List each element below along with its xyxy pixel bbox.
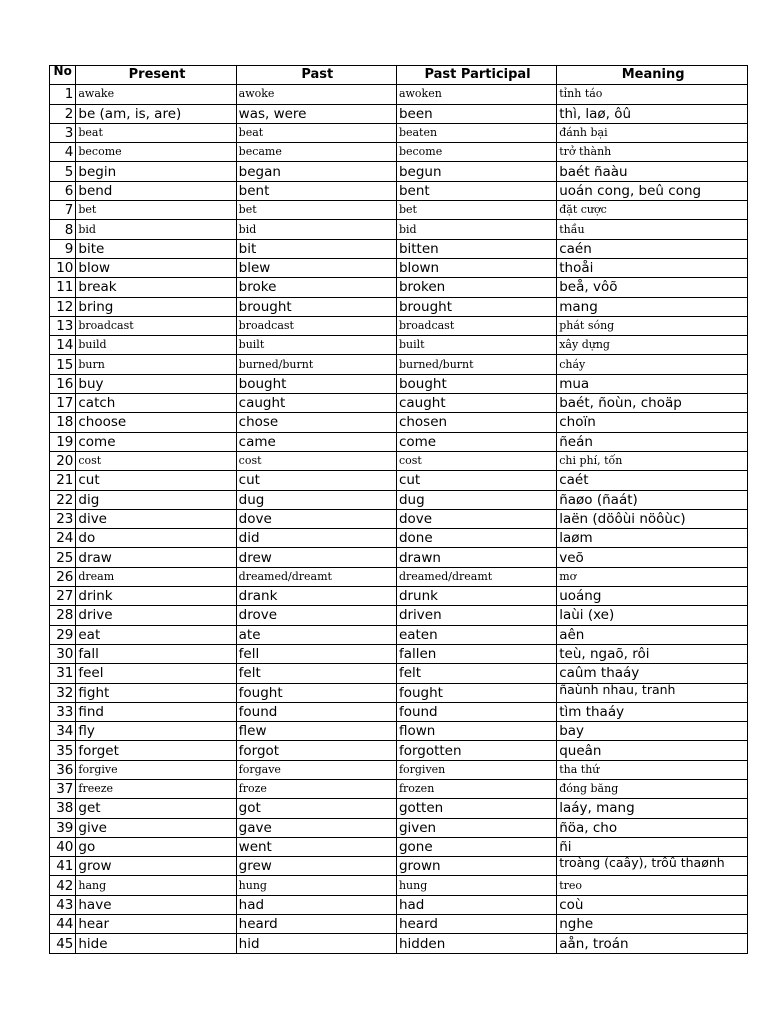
row-number-cell: 2 [50,104,76,123]
past-participle-form-cell: come [396,432,556,451]
meaning-cell: troàng (caây), trôû thaønh [557,857,748,876]
table-row [50,664,748,683]
row-number-cell: 3 [50,123,76,142]
table-row [50,220,748,239]
meaning-cell: choïn [557,413,748,432]
past-form-cell: broke [236,278,396,297]
present-form-cell: burn [76,355,236,374]
past-participle-form-cell: caught [396,394,556,413]
past-form-cell: bent [236,181,396,200]
row-number-cell: 8 [50,220,76,239]
past-participle-form-cell: gone [396,837,556,856]
meaning-cell: thì, laø, ôû [557,104,748,123]
table-row [50,876,748,895]
past-participle-form-cell: had [396,895,556,914]
past-participle-form-cell: forgotten [396,741,556,760]
meaning-cell: uoán cong, beû cong [557,181,748,200]
past-form-cell: gave [236,818,396,837]
table-row [50,374,748,393]
meaning-cell: beå, vôõ [557,278,748,297]
past-participle-form-cell: grown [396,857,556,876]
present-form-cell: feel [76,664,236,683]
past-participle-form-cell: felt [396,664,556,683]
past-participle-form-cell: cost [396,451,556,470]
present-form-cell: fall [76,644,236,663]
table-row [50,394,748,413]
present-form-cell: hide [76,934,236,953]
table-row [50,799,748,818]
past-form-cell: had [236,895,396,914]
present-form-cell: have [76,895,236,914]
past-form-cell: was, were [236,104,396,123]
past-participle-form-cell: frozen [396,779,556,798]
past-form-cell: went [236,837,396,856]
row-number-cell: 14 [50,336,76,355]
row-number-cell: 10 [50,258,76,277]
present-form-cell: bet [76,201,236,220]
table-row [50,239,748,258]
past-form-cell: felt [236,664,396,683]
row-number-cell: 12 [50,297,76,316]
row-number-cell: 9 [50,239,76,258]
meaning-cell: ñeán [557,432,748,451]
past-participle-form-cell: beaten [396,123,556,142]
meaning-cell: đặt cược [557,201,748,220]
meaning-cell: laáy, mang [557,799,748,818]
meaning-cell: teù, ngaõ, rôi [557,644,748,663]
row-number-cell: 34 [50,722,76,741]
past-form-cell: bit [236,239,396,258]
table-row [50,606,748,625]
present-form-cell: grow [76,857,236,876]
row-number-cell: 5 [50,162,76,181]
past-form-cell: found [236,702,396,721]
row-number-cell: 37 [50,779,76,798]
present-form-cell: dream [76,567,236,586]
past-participle-form-cell: broken [396,278,556,297]
table-row [50,779,748,798]
meaning-cell: xây dựng [557,336,748,355]
meaning-cell: caét [557,471,748,490]
past-participle-form-cell: cut [396,471,556,490]
past-form-cell: hid [236,934,396,953]
meaning-cell: treo [557,876,748,895]
past-participle-form-cell: built [396,336,556,355]
row-number-cell: 40 [50,837,76,856]
table-row [50,181,748,200]
row-number-cell: 32 [50,683,76,702]
meaning-cell: mơ [557,567,748,586]
present-form-cell: drink [76,587,236,606]
header-no: No [50,66,76,85]
past-participle-form-cell: broadcast [396,316,556,335]
present-form-cell: beat [76,123,236,142]
meaning-cell: aån, troán [557,934,748,953]
present-form-cell: draw [76,548,236,567]
header-meaning: Meaning [557,66,748,85]
present-form-cell: bite [76,239,236,258]
meaning-cell: mang [557,297,748,316]
present-form-cell: freeze [76,779,236,798]
row-number-cell: 6 [50,181,76,200]
present-form-cell: begin [76,162,236,181]
meaning-cell: ñi [557,837,748,856]
table-row [50,355,748,374]
present-form-cell: cut [76,471,236,490]
meaning-cell: laùi (xe) [557,606,748,625]
past-participle-form-cell: eaten [396,625,556,644]
table-row [50,123,748,142]
present-form-cell: come [76,432,236,451]
past-form-cell: built [236,336,396,355]
present-form-cell: fly [76,722,236,741]
table-row [50,683,748,702]
table-row [50,471,748,490]
row-number-cell: 38 [50,799,76,818]
meaning-cell: thoåi [557,258,748,277]
past-form-cell: drove [236,606,396,625]
past-participle-form-cell: driven [396,606,556,625]
present-form-cell: go [76,837,236,856]
past-participle-form-cell: bet [396,201,556,220]
meaning-cell: đóng băng [557,779,748,798]
table-row [50,316,748,335]
meaning-cell: thầu [557,220,748,239]
past-participle-form-cell: given [396,818,556,837]
meaning-cell: ñaøo (ñaát) [557,490,748,509]
past-form-cell: forgot [236,741,396,760]
present-form-cell: eat [76,625,236,644]
table-row [50,451,748,470]
table-row [50,625,748,644]
past-form-cell: became [236,143,396,162]
past-form-cell: ate [236,625,396,644]
past-form-cell: hung [236,876,396,895]
past-form-cell: cut [236,471,396,490]
past-form-cell: bet [236,201,396,220]
past-form-cell: bid [236,220,396,239]
present-form-cell: catch [76,394,236,413]
present-form-cell: be (am, is, are) [76,104,236,123]
past-form-cell: got [236,799,396,818]
past-participle-form-cell: become [396,143,556,162]
table-row [50,201,748,220]
past-participle-form-cell: drawn [396,548,556,567]
past-form-cell: drew [236,548,396,567]
past-form-cell: chose [236,413,396,432]
meaning-cell: mua [557,374,748,393]
table-row [50,432,748,451]
past-participle-form-cell: found [396,702,556,721]
table-row [50,934,748,953]
past-form-cell: flew [236,722,396,741]
table-row [50,529,748,548]
row-number-cell: 43 [50,895,76,914]
row-number-cell: 13 [50,316,76,335]
row-number-cell: 30 [50,644,76,663]
meaning-cell: baét ñaàu [557,162,748,181]
present-form-cell: cost [76,451,236,470]
table-row [50,258,748,277]
past-form-cell: blew [236,258,396,277]
past-form-cell: caught [236,394,396,413]
past-form-cell: burned/burnt [236,355,396,374]
table-row [50,818,748,837]
past-participle-form-cell: dove [396,509,556,528]
row-number-cell: 18 [50,413,76,432]
past-participle-form-cell: fallen [396,644,556,663]
meaning-cell: caén [557,239,748,258]
table-row [50,760,748,779]
row-number-cell: 29 [50,625,76,644]
row-number-cell: 26 [50,567,76,586]
meaning-cell: bay [557,722,748,741]
row-number-cell: 17 [50,394,76,413]
meaning-cell: tha thứ [557,760,748,779]
past-form-cell: drank [236,587,396,606]
past-participle-form-cell: heard [396,915,556,934]
past-participle-form-cell: chosen [396,413,556,432]
table-row [50,644,748,663]
present-form-cell: break [76,278,236,297]
row-number-cell: 20 [50,451,76,470]
past-form-cell: began [236,162,396,181]
past-participle-form-cell: dug [396,490,556,509]
present-form-cell: find [76,702,236,721]
past-participle-form-cell: awoken [396,85,556,104]
table-row [50,857,748,876]
table-row [50,702,748,721]
present-form-cell: forgive [76,760,236,779]
present-form-cell: dig [76,490,236,509]
row-number-cell: 36 [50,760,76,779]
present-form-cell: awake [76,85,236,104]
meaning-cell: nghe [557,915,748,934]
table-row [50,741,748,760]
past-form-cell: fell [236,644,396,663]
row-number-cell: 24 [50,529,76,548]
row-number-cell: 22 [50,490,76,509]
header-past: Past [236,66,396,85]
past-participle-form-cell: dreamed/dreamt [396,567,556,586]
meaning-cell: queân [557,741,748,760]
table-row [50,336,748,355]
meaning-cell: chi phí, tốn [557,451,748,470]
past-form-cell: froze [236,779,396,798]
table-row [50,85,748,104]
past-participle-form-cell: blown [396,258,556,277]
past-participle-form-cell: done [396,529,556,548]
header-present: Present [76,66,236,85]
row-number-cell: 33 [50,702,76,721]
past-form-cell: awoke [236,85,396,104]
row-number-cell: 28 [50,606,76,625]
past-participle-form-cell: begun [396,162,556,181]
meaning-cell: tìm thaáy [557,702,748,721]
row-number-cell: 31 [50,664,76,683]
table-row [50,278,748,297]
past-form-cell: beat [236,123,396,142]
present-form-cell: bid [76,220,236,239]
meaning-cell: ñöa, cho [557,818,748,837]
past-participle-form-cell: drunk [396,587,556,606]
row-number-cell: 4 [50,143,76,162]
header-past-participle: Past Participal [396,66,556,85]
table-row [50,722,748,741]
row-number-cell: 1 [50,85,76,104]
row-number-cell: 39 [50,818,76,837]
present-form-cell: forget [76,741,236,760]
table-row [50,837,748,856]
row-number-cell: 42 [50,876,76,895]
past-participle-form-cell: gotten [396,799,556,818]
meaning-cell: cháy [557,355,748,374]
past-form-cell: did [236,529,396,548]
present-form-cell: give [76,818,236,837]
present-form-cell: drive [76,606,236,625]
past-form-cell: came [236,432,396,451]
irregular-verb-table [49,65,748,954]
past-participle-form-cell: bent [396,181,556,200]
meaning-cell: ñaùnh nhau, tranh [557,683,748,702]
past-participle-form-cell: bid [396,220,556,239]
meaning-cell: tỉnh táo [557,85,748,104]
past-participle-form-cell: been [396,104,556,123]
past-participle-form-cell: hidden [396,934,556,953]
past-participle-form-cell: bitten [396,239,556,258]
present-form-cell: dive [76,509,236,528]
present-form-cell: bend [76,181,236,200]
table-row [50,490,748,509]
present-form-cell: get [76,799,236,818]
present-form-cell: broadcast [76,316,236,335]
present-form-cell: become [76,143,236,162]
meaning-cell: coù [557,895,748,914]
table-row [50,587,748,606]
past-participle-form-cell: fought [396,683,556,702]
meaning-cell: aên [557,625,748,644]
past-form-cell: fought [236,683,396,702]
meaning-cell: đánh bại [557,123,748,142]
meaning-cell: laøm [557,529,748,548]
present-form-cell: blow [76,258,236,277]
past-participle-form-cell: hung [396,876,556,895]
present-form-cell: choose [76,413,236,432]
table-row [50,297,748,316]
table-row [50,143,748,162]
header-row [50,66,748,85]
table-row [50,509,748,528]
past-form-cell: bought [236,374,396,393]
past-form-cell: brought [236,297,396,316]
present-form-cell: buy [76,374,236,393]
present-form-cell: fight [76,683,236,702]
row-number-cell: 19 [50,432,76,451]
row-number-cell: 23 [50,509,76,528]
row-number-cell: 11 [50,278,76,297]
past-form-cell: forgave [236,760,396,779]
table-row [50,548,748,567]
present-form-cell: hear [76,915,236,934]
row-number-cell: 27 [50,587,76,606]
past-participle-form-cell: burned/burnt [396,355,556,374]
past-participle-form-cell: flown [396,722,556,741]
row-number-cell: 21 [50,471,76,490]
table-row [50,162,748,181]
row-number-cell: 16 [50,374,76,393]
present-form-cell: bring [76,297,236,316]
meaning-cell: caûm thaáy [557,664,748,683]
row-number-cell: 35 [50,741,76,760]
past-form-cell: grew [236,857,396,876]
past-participle-form-cell: forgiven [396,760,556,779]
row-number-cell: 45 [50,934,76,953]
meaning-cell: uoáng [557,587,748,606]
present-form-cell: hang [76,876,236,895]
meaning-cell: laën (döôùi nöôùc) [557,509,748,528]
meaning-cell: veõ [557,548,748,567]
table-row [50,895,748,914]
past-form-cell: dug [236,490,396,509]
row-number-cell: 7 [50,201,76,220]
past-form-cell: cost [236,451,396,470]
meaning-cell: phát sóng [557,316,748,335]
present-form-cell: do [76,529,236,548]
row-number-cell: 44 [50,915,76,934]
verb-table-body [50,85,748,953]
table-row [50,915,748,934]
table-row [50,104,748,123]
table-row [50,567,748,586]
past-participle-form-cell: bought [396,374,556,393]
present-form-cell: build [76,336,236,355]
meaning-cell: baét, ñoùn, choäp [557,394,748,413]
meaning-cell: trở thành [557,143,748,162]
row-number-cell: 15 [50,355,76,374]
past-form-cell: dove [236,509,396,528]
past-form-cell: broadcast [236,316,396,335]
past-form-cell: dreamed/dreamt [236,567,396,586]
table-row [50,413,748,432]
row-number-cell: 41 [50,857,76,876]
row-number-cell: 25 [50,548,76,567]
past-participle-form-cell: brought [396,297,556,316]
past-form-cell: heard [236,915,396,934]
